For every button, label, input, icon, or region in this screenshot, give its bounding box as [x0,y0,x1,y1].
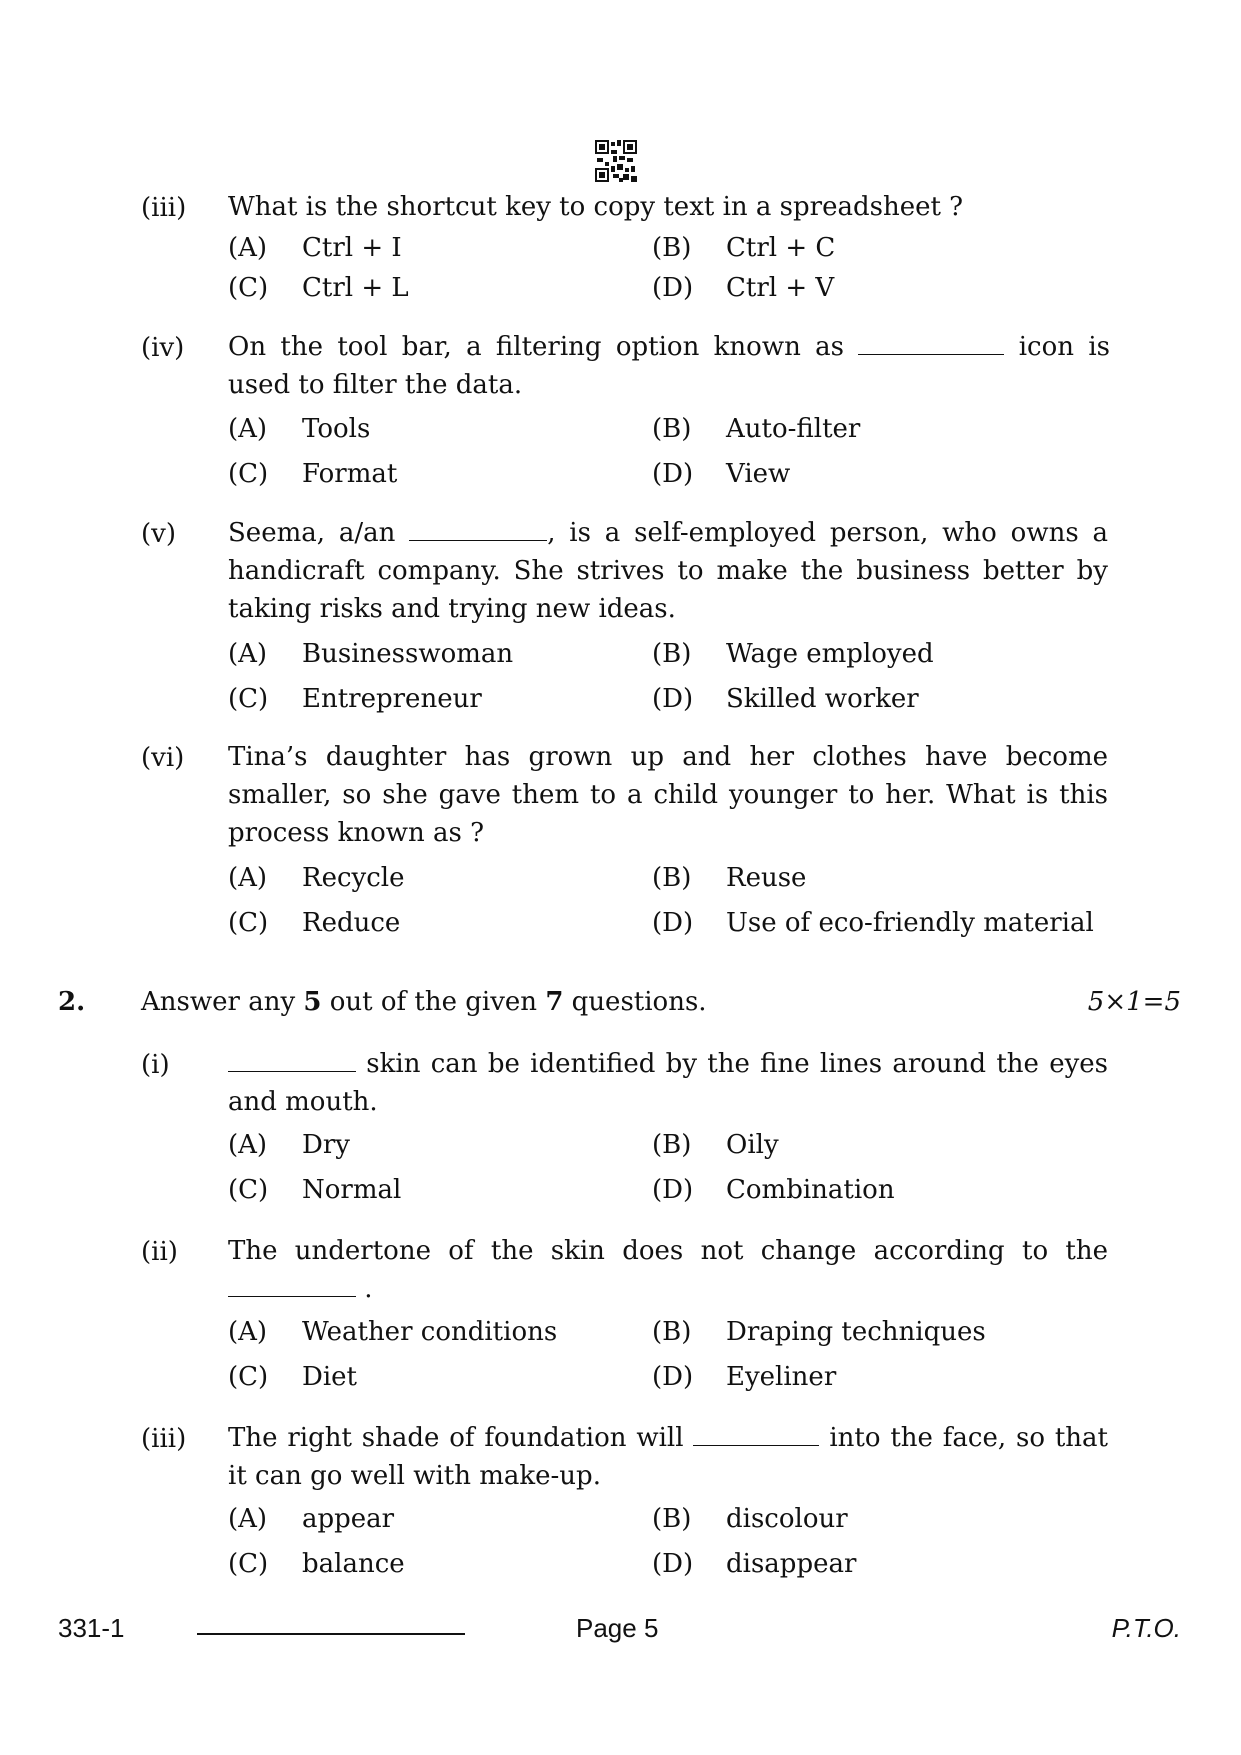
question-number: (v) [141,519,176,549]
answer-blank [228,1276,356,1297]
question-stem: Seema, a/an , is a self-employed person, who owns a handicraft company. She strives to make the business better by taking risks and trying new ideas. [228,518,1109,624]
pto-label: P.T.O. [1111,1613,1181,1643]
option-a[interactable]: (A) Weather conditions [228,1317,558,1347]
option-c[interactable]: (C) Entrepreneur [228,684,482,714]
question-stem: skin can be identified by the fine lines around the eyes and mouth. [228,1049,1109,1117]
option-b[interactable]: (B) Draping techniques [652,1317,986,1347]
option-b[interactable]: (B) Reuse [652,863,807,893]
option-d[interactable]: (D) View [652,459,791,489]
option-b[interactable]: (B) Wage employed [652,639,934,669]
question-number: (vi) [141,743,185,773]
paper-code: 331-1 [58,1613,125,1643]
question-number: (i) [141,1050,170,1080]
option-b[interactable]: (B) discolour [652,1504,848,1534]
option-b[interactable]: (B) Ctrl + C [652,233,836,263]
question-number: (iv) [141,333,185,363]
option-a[interactable]: (A) appear [228,1504,395,1534]
option-d[interactable]: (D) Combination [652,1175,895,1205]
question-stem-continued: . [228,1270,1108,1308]
option-c[interactable]: (C) Normal [228,1175,402,1205]
qr-code-icon [595,140,637,182]
question-number: (iii) [141,193,187,223]
footer-divider [197,1633,465,1635]
option-d[interactable]: (D) Eyeliner [652,1362,837,1392]
option-a[interactable]: (A) Recycle [228,863,405,893]
option-d[interactable]: (D) Ctrl + V [652,273,835,303]
question-stem: The right shade of foundation will into the face, so that it can go well with make-up. [228,1423,1108,1491]
option-a[interactable]: (A) Tools [228,414,371,444]
question-number: (iii) [141,1424,187,1454]
option-c[interactable]: (C) Reduce [228,908,401,938]
question-number: (ii) [141,1237,178,1267]
option-d[interactable]: (D) Use of eco-friendly material [652,908,1094,938]
option-c[interactable]: (C) Format [228,459,398,489]
option-b[interactable]: (B) Oily [652,1130,779,1160]
option-c[interactable]: (C) Diet [228,1362,357,1392]
question-stem: What is the shortcut key to copy text in a spreadsheet ? [228,192,964,222]
option-a[interactable]: (A) Businesswoman [228,639,514,669]
answer-blank [409,520,547,541]
question-2-number: 2. [58,987,86,1017]
option-d[interactable]: (D) Skilled worker [652,684,919,714]
page-number: Page 5 [576,1613,659,1643]
option-b[interactable]: (B) Auto-filter [652,414,861,444]
marks-label: 5×1=5 [1087,987,1181,1017]
option-a[interactable]: (A) Dry [228,1130,350,1160]
option-c[interactable]: (C) Ctrl + L [228,273,409,303]
question-stem: Tina’s daughter has grown up and her clothes have become smaller, so she gave them to a child younger to her. What is this process known as ? [228,742,1108,848]
option-d[interactable]: (D) disappear [652,1549,857,1579]
answer-blank [693,1425,819,1446]
option-a[interactable]: (A) Ctrl + I [228,233,402,263]
question-stem: The undertone of the skin does not change according to the [228,1236,1108,1266]
option-c[interactable]: (C) balance [228,1549,405,1579]
answer-blank [858,334,1004,355]
question-stem: On the tool bar, a filtering option known as icon is used to filter the data. [228,332,1110,400]
question-2-instruction: Answer any 5 out of the given 7 questions. [141,987,707,1017]
answer-blank [228,1051,356,1072]
